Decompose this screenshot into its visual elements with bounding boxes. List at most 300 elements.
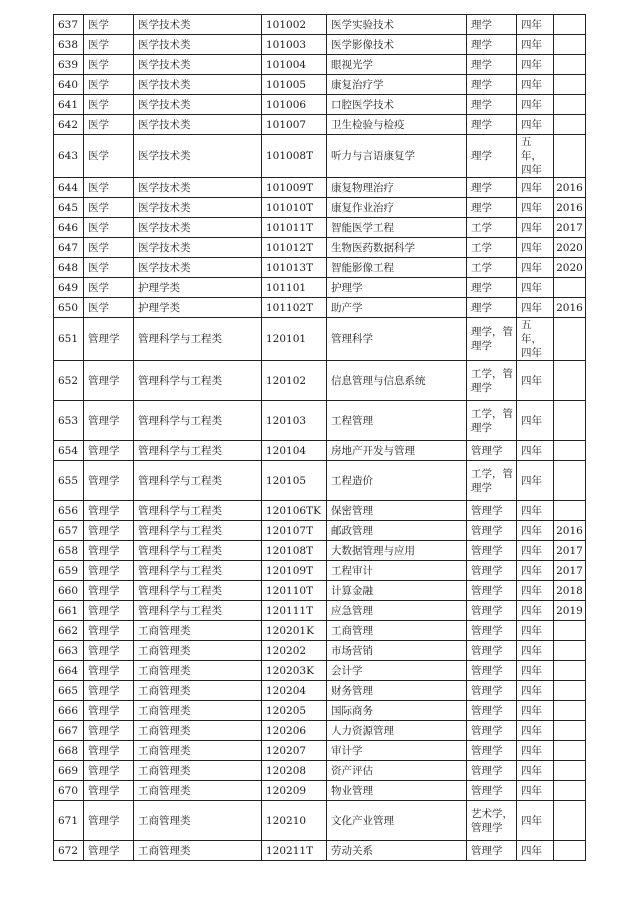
year-added-cell: 2017	[554, 561, 586, 581]
degree-cell: 工学	[467, 218, 517, 238]
duration-cell: 四年	[517, 641, 554, 661]
duration-cell: 四年	[517, 601, 554, 621]
major-name-cell: 计算金融	[327, 581, 467, 601]
major-code-cell: 120203K	[262, 661, 327, 681]
duration-cell: 四年	[517, 178, 554, 198]
major-name-cell: 医学影像技术	[327, 35, 467, 55]
major-code-cell: 120204	[262, 681, 327, 701]
category-cell: 医学技术类	[134, 115, 262, 135]
table-row	[54, 521, 586, 541]
degree-cell: 工学	[467, 258, 517, 278]
major-name-cell: 房地产开发与管理	[327, 441, 467, 461]
major-name-cell: 助产学	[327, 298, 467, 318]
major-name-cell: 康复物理治疗	[327, 178, 467, 198]
degree-cell: 管理学	[467, 661, 517, 681]
category-cell: 工商管理类	[134, 661, 262, 681]
table-row	[54, 55, 586, 75]
degree-cell: 工学，管理学	[467, 361, 517, 401]
degree-cell: 理学	[467, 135, 517, 178]
major-code-cell: 101007	[262, 115, 327, 135]
category-cell: 医学技术类	[134, 238, 262, 258]
category-cell: 工商管理类	[134, 741, 262, 761]
table-row	[54, 75, 586, 95]
year-added-cell	[554, 95, 586, 115]
table-row	[54, 35, 586, 55]
year-added-cell	[554, 501, 586, 521]
degree-cell: 管理学	[467, 501, 517, 521]
major-code-cell: 120207	[262, 741, 327, 761]
year-added-cell: 2020	[554, 258, 586, 278]
duration-cell: 四年	[517, 461, 554, 501]
table-row	[54, 501, 586, 521]
table-row	[54, 581, 586, 601]
row-number: 667	[54, 721, 84, 741]
table-row	[54, 401, 586, 441]
year-added-cell	[554, 721, 586, 741]
year-added-cell	[554, 401, 586, 441]
discipline-cell: 管理学	[84, 461, 134, 501]
row-number: 639	[54, 55, 84, 75]
major-name-cell: 人力资源管理	[327, 721, 467, 741]
row-number: 651	[54, 318, 84, 361]
category-cell: 医学技术类	[134, 75, 262, 95]
duration-cell: 四年	[517, 681, 554, 701]
row-number: 666	[54, 701, 84, 721]
row-number: 657	[54, 521, 84, 541]
discipline-cell: 管理学	[84, 621, 134, 641]
discipline-cell: 管理学	[84, 601, 134, 621]
table-row	[54, 741, 586, 761]
year-added-cell	[554, 781, 586, 801]
major-name-cell: 工程审计	[327, 561, 467, 581]
year-added-cell	[554, 741, 586, 761]
table-row	[54, 621, 586, 641]
duration-cell: 四年	[517, 15, 554, 35]
major-code-cell: 120101	[262, 318, 327, 361]
major-name-cell: 生物医药数据科学	[327, 238, 467, 258]
duration-cell: 四年	[517, 198, 554, 218]
major-name-cell: 会计学	[327, 661, 467, 681]
category-cell: 工商管理类	[134, 761, 262, 781]
table-row	[54, 95, 586, 115]
duration-cell: 四年	[517, 801, 554, 841]
discipline-cell: 管理学	[84, 781, 134, 801]
discipline-cell: 管理学	[84, 401, 134, 441]
major-name-cell: 工程造价	[327, 461, 467, 501]
table-row	[54, 298, 586, 318]
duration-cell: 四年	[517, 561, 554, 581]
duration-cell: 四年	[517, 258, 554, 278]
major-code-cell: 101004	[262, 55, 327, 75]
major-code-cell: 120209	[262, 781, 327, 801]
major-code-cell: 120211T	[262, 841, 327, 861]
discipline-cell: 管理学	[84, 361, 134, 401]
degree-cell: 管理学	[467, 741, 517, 761]
degree-cell: 理学	[467, 298, 517, 318]
major-name-cell: 工商管理	[327, 621, 467, 641]
duration-cell: 四年	[517, 501, 554, 521]
year-added-cell	[554, 35, 586, 55]
year-added-cell	[554, 641, 586, 661]
degree-cell: 工学	[467, 238, 517, 258]
table-row	[54, 641, 586, 661]
row-number: 655	[54, 461, 84, 501]
degree-cell: 管理学	[467, 641, 517, 661]
discipline-cell: 医学	[84, 238, 134, 258]
row-number: 665	[54, 681, 84, 701]
category-cell: 护理学类	[134, 278, 262, 298]
row-number: 671	[54, 801, 84, 841]
duration-cell: 四年	[517, 361, 554, 401]
major-code-cell: 120105	[262, 461, 327, 501]
major-code-cell: 101011T	[262, 218, 327, 238]
duration-cell: 四年	[517, 441, 554, 461]
year-added-cell: 2016	[554, 178, 586, 198]
discipline-cell: 管理学	[84, 521, 134, 541]
table-row	[54, 781, 586, 801]
duration-cell: 四年	[517, 521, 554, 541]
degree-cell: 理学	[467, 55, 517, 75]
major-name-cell: 保密管理	[327, 501, 467, 521]
row-number: 642	[54, 115, 84, 135]
year-added-cell: 2016	[554, 198, 586, 218]
category-cell: 医学技术类	[134, 178, 262, 198]
discipline-cell: 医学	[84, 135, 134, 178]
table-row	[54, 318, 586, 361]
year-added-cell	[554, 801, 586, 841]
major-name-cell: 听力与言语康复学	[327, 135, 467, 178]
year-added-cell: 2016	[554, 521, 586, 541]
duration-cell: 四年	[517, 581, 554, 601]
major-code-cell: 120104	[262, 441, 327, 461]
table-row	[54, 115, 586, 135]
major-name-cell: 市场营销	[327, 641, 467, 661]
row-number: 668	[54, 741, 84, 761]
degree-cell: 管理学	[467, 561, 517, 581]
discipline-cell: 管理学	[84, 541, 134, 561]
major-code-cell: 101010T	[262, 198, 327, 218]
discipline-cell: 医学	[84, 55, 134, 75]
table-row	[54, 541, 586, 561]
row-number: 664	[54, 661, 84, 681]
discipline-cell: 医学	[84, 178, 134, 198]
major-name-cell: 审计学	[327, 741, 467, 761]
major-code-cell: 101012T	[262, 238, 327, 258]
major-name-cell: 物业管理	[327, 781, 467, 801]
category-cell: 工商管理类	[134, 621, 262, 641]
year-added-cell	[554, 441, 586, 461]
degree-cell: 管理学	[467, 621, 517, 641]
major-name-cell: 医学实验技术	[327, 15, 467, 35]
discipline-cell: 管理学	[84, 681, 134, 701]
duration-cell: 四年	[517, 741, 554, 761]
major-code-cell: 101008T	[262, 135, 327, 178]
duration-cell: 四年	[517, 661, 554, 681]
category-cell: 管理科学与工程类	[134, 401, 262, 441]
year-added-cell	[554, 361, 586, 401]
duration-cell: 五年，四年	[517, 135, 554, 178]
year-added-cell	[554, 115, 586, 135]
row-number: 654	[54, 441, 84, 461]
major-name-cell: 眼视光学	[327, 55, 467, 75]
major-code-cell: 120109T	[262, 561, 327, 581]
duration-cell: 四年	[517, 298, 554, 318]
duration-cell: 四年	[517, 115, 554, 135]
major-code-cell: 120111T	[262, 601, 327, 621]
degree-cell: 管理学	[467, 781, 517, 801]
category-cell: 医学技术类	[134, 15, 262, 35]
category-cell: 管理科学与工程类	[134, 541, 262, 561]
discipline-cell: 管理学	[84, 318, 134, 361]
major-code-cell: 120106TK	[262, 501, 327, 521]
category-cell: 医学技术类	[134, 258, 262, 278]
year-added-cell	[554, 701, 586, 721]
row-number: 670	[54, 781, 84, 801]
row-number: 663	[54, 641, 84, 661]
year-added-cell	[554, 55, 586, 75]
table-row	[54, 178, 586, 198]
major-code-cell: 101005	[262, 75, 327, 95]
major-code-cell: 120102	[262, 361, 327, 401]
category-cell: 工商管理类	[134, 801, 262, 841]
row-number: 644	[54, 178, 84, 198]
discipline-cell: 管理学	[84, 441, 134, 461]
degree-cell: 理学	[467, 198, 517, 218]
row-number: 647	[54, 238, 84, 258]
year-added-cell: 2018	[554, 581, 586, 601]
row-number: 638	[54, 35, 84, 55]
degree-cell: 理学	[467, 35, 517, 55]
discipline-cell: 医学	[84, 258, 134, 278]
year-added-cell	[554, 318, 586, 361]
row-number: 645	[54, 198, 84, 218]
row-number: 643	[54, 135, 84, 178]
table-row	[54, 601, 586, 621]
table-row	[54, 198, 586, 218]
discipline-cell: 管理学	[84, 561, 134, 581]
discipline-cell: 管理学	[84, 741, 134, 761]
major-code-cell: 120205	[262, 701, 327, 721]
row-number: 656	[54, 501, 84, 521]
major-name-cell: 应急管理	[327, 601, 467, 621]
table-row	[54, 661, 586, 681]
degree-cell: 理学	[467, 178, 517, 198]
row-number: 658	[54, 541, 84, 561]
major-code-cell: 101002	[262, 15, 327, 35]
major-name-cell: 文化产业管理	[327, 801, 467, 841]
major-code-cell: 101013T	[262, 258, 327, 278]
duration-cell: 五年，四年	[517, 318, 554, 361]
duration-cell: 四年	[517, 701, 554, 721]
discipline-cell: 医学	[84, 35, 134, 55]
discipline-cell: 医学	[84, 95, 134, 115]
table-row	[54, 561, 586, 581]
major-code-cell: 120110T	[262, 581, 327, 601]
row-number: 653	[54, 401, 84, 441]
degree-cell: 理学	[467, 75, 517, 95]
row-number: 637	[54, 15, 84, 35]
category-cell: 管理科学与工程类	[134, 601, 262, 621]
year-added-cell	[554, 135, 586, 178]
table-row	[54, 135, 586, 178]
discipline-cell: 管理学	[84, 581, 134, 601]
row-number: 649	[54, 278, 84, 298]
duration-cell: 四年	[517, 278, 554, 298]
duration-cell: 四年	[517, 218, 554, 238]
row-number: 652	[54, 361, 84, 401]
degree-cell: 管理学	[467, 761, 517, 781]
row-number: 646	[54, 218, 84, 238]
major-name-cell: 劳动关系	[327, 841, 467, 861]
major-code-cell: 120103	[262, 401, 327, 441]
duration-cell: 四年	[517, 75, 554, 95]
degree-cell: 管理学	[467, 701, 517, 721]
major-code-cell: 101003	[262, 35, 327, 55]
duration-cell: 四年	[517, 621, 554, 641]
table-row	[54, 441, 586, 461]
major-code-cell: 101101	[262, 278, 327, 298]
category-cell: 管理科学与工程类	[134, 561, 262, 581]
major-code-cell: 120210	[262, 801, 327, 841]
discipline-cell: 医学	[84, 298, 134, 318]
discipline-cell: 管理学	[84, 761, 134, 781]
category-cell: 管理科学与工程类	[134, 361, 262, 401]
major-name-cell: 邮政管理	[327, 521, 467, 541]
degree-cell: 管理学	[467, 721, 517, 741]
category-cell: 管理科学与工程类	[134, 521, 262, 541]
category-cell: 管理科学与工程类	[134, 441, 262, 461]
duration-cell: 四年	[517, 721, 554, 741]
degree-cell: 管理学	[467, 681, 517, 701]
major-name-cell: 资产评估	[327, 761, 467, 781]
degree-cell: 工学，管理学	[467, 401, 517, 441]
category-cell: 护理学类	[134, 298, 262, 318]
degree-cell: 管理学	[467, 841, 517, 861]
degree-cell: 管理学	[467, 441, 517, 461]
table-row	[54, 681, 586, 701]
major-name-cell: 康复治疗学	[327, 75, 467, 95]
category-cell: 工商管理类	[134, 681, 262, 701]
row-number: 650	[54, 298, 84, 318]
major-name-cell: 口腔医学技术	[327, 95, 467, 115]
category-cell: 医学技术类	[134, 95, 262, 115]
year-added-cell	[554, 661, 586, 681]
major-name-cell: 信息管理与信息系统	[327, 361, 467, 401]
category-cell: 工商管理类	[134, 721, 262, 741]
major-code-cell: 101102T	[262, 298, 327, 318]
table-row	[54, 841, 586, 861]
major-code-cell: 120108T	[262, 541, 327, 561]
year-added-cell: 2017	[554, 541, 586, 561]
category-cell: 管理科学与工程类	[134, 501, 262, 521]
duration-cell: 四年	[517, 55, 554, 75]
major-code-cell: 120202	[262, 641, 327, 661]
major-code-cell: 101009T	[262, 178, 327, 198]
year-added-cell	[554, 841, 586, 861]
category-cell: 医学技术类	[134, 135, 262, 178]
major-name-cell: 工程管理	[327, 401, 467, 441]
degree-cell: 理学	[467, 15, 517, 35]
category-cell: 管理科学与工程类	[134, 461, 262, 501]
degree-cell: 理学	[467, 95, 517, 115]
row-number: 640	[54, 75, 84, 95]
row-number: 669	[54, 761, 84, 781]
category-cell: 工商管理类	[134, 781, 262, 801]
major-code-cell: 101006	[262, 95, 327, 115]
table-row	[54, 701, 586, 721]
discipline-cell: 管理学	[84, 661, 134, 681]
row-number: 672	[54, 841, 84, 861]
discipline-cell: 医学	[84, 75, 134, 95]
duration-cell: 四年	[517, 541, 554, 561]
duration-cell: 四年	[517, 841, 554, 861]
discipline-cell: 管理学	[84, 721, 134, 741]
year-added-cell: 2016	[554, 298, 586, 318]
table-row	[54, 258, 586, 278]
table-row	[54, 461, 586, 501]
major-catalog-table	[53, 14, 586, 861]
discipline-cell: 医学	[84, 15, 134, 35]
table-row	[54, 278, 586, 298]
discipline-cell: 管理学	[84, 501, 134, 521]
discipline-cell: 管理学	[84, 701, 134, 721]
row-number: 661	[54, 601, 84, 621]
year-added-cell	[554, 278, 586, 298]
page	[53, 14, 585, 861]
row-number: 659	[54, 561, 84, 581]
table-row	[54, 721, 586, 741]
table-row	[54, 761, 586, 781]
year-added-cell	[554, 461, 586, 501]
major-name-cell: 国际商务	[327, 701, 467, 721]
discipline-cell: 医学	[84, 278, 134, 298]
major-code-cell: 120206	[262, 721, 327, 741]
duration-cell: 四年	[517, 35, 554, 55]
major-name-cell: 管理科学	[327, 318, 467, 361]
year-added-cell	[554, 681, 586, 701]
duration-cell: 四年	[517, 95, 554, 115]
major-code-cell: 120107T	[262, 521, 327, 541]
category-cell: 工商管理类	[134, 641, 262, 661]
degree-cell: 管理学	[467, 541, 517, 561]
category-cell: 管理科学与工程类	[134, 581, 262, 601]
major-name-cell: 卫生检验与检疫	[327, 115, 467, 135]
category-cell: 工商管理类	[134, 701, 262, 721]
table-row	[54, 361, 586, 401]
category-cell: 医学技术类	[134, 35, 262, 55]
discipline-cell: 管理学	[84, 641, 134, 661]
table-row	[54, 801, 586, 841]
row-number: 648	[54, 258, 84, 278]
table-row	[54, 15, 586, 35]
degree-cell: 工学，管理学	[467, 461, 517, 501]
year-added-cell: 2017	[554, 218, 586, 238]
major-code-cell: 120201K	[262, 621, 327, 641]
category-cell: 工商管理类	[134, 841, 262, 861]
year-added-cell	[554, 75, 586, 95]
row-number: 641	[54, 95, 84, 115]
duration-cell: 四年	[517, 781, 554, 801]
year-added-cell	[554, 761, 586, 781]
duration-cell: 四年	[517, 238, 554, 258]
major-name-cell: 智能影像工程	[327, 258, 467, 278]
category-cell: 医学技术类	[134, 198, 262, 218]
duration-cell: 四年	[517, 761, 554, 781]
row-number: 662	[54, 621, 84, 641]
discipline-cell: 管理学	[84, 801, 134, 841]
degree-cell: 管理学	[467, 601, 517, 621]
major-name-cell: 大数据管理与应用	[327, 541, 467, 561]
